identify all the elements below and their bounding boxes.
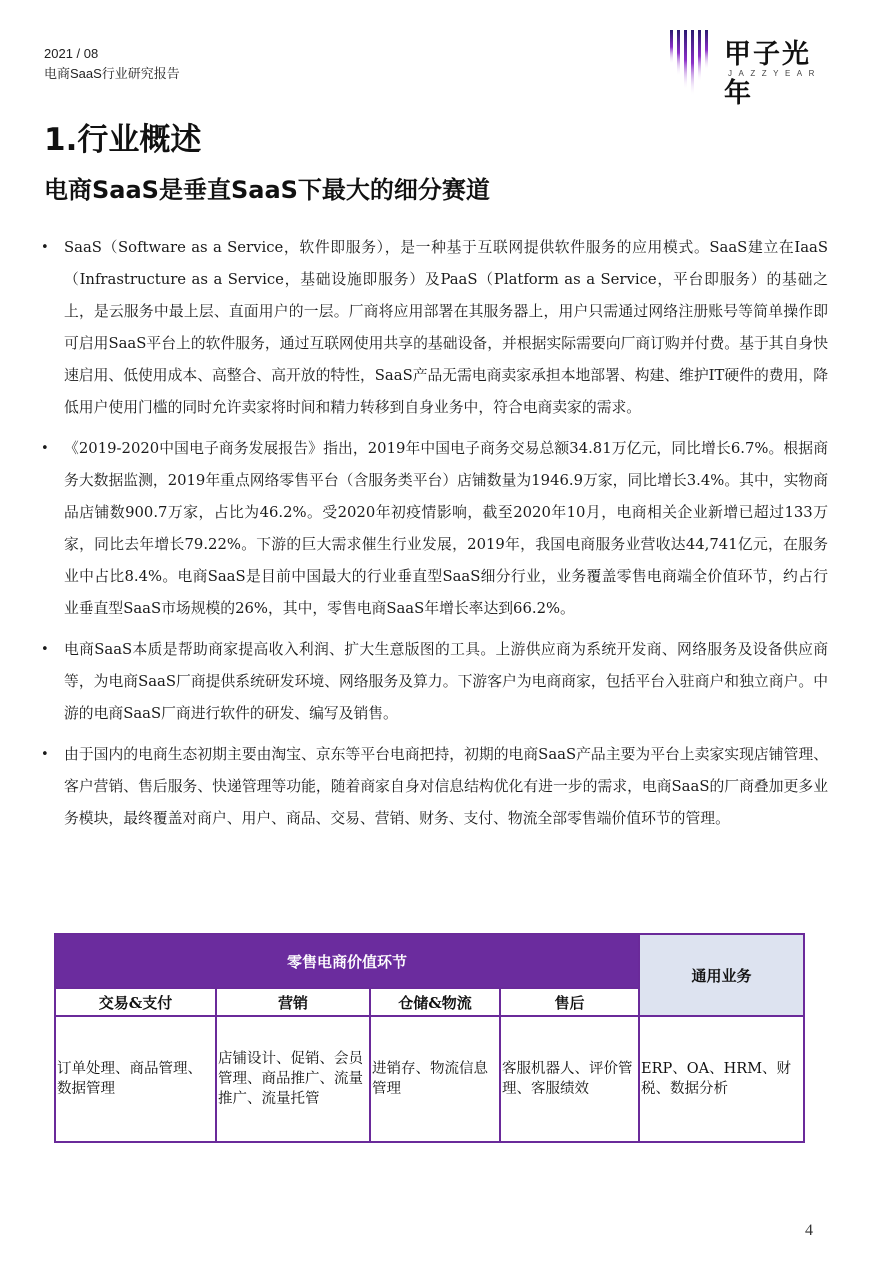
report-header — [44, 44, 180, 84]
table-subheader-marketing: 营销 — [216, 988, 370, 1016]
bullet-list — [38, 232, 828, 844]
page-number: 4 — [805, 1222, 813, 1239]
bullet-paragraph: • SaaS（Software as a Service，软件即服务），是一种基于互联网提供软件服务的应用模式。SaaS建立在IaaS（Infrastructure as a Service，基础设施即服务）及PaaS（Platform as a Service，平台即服务）的基础之上，是云服务中最上层、直面用户的一层。厂商将应用部署在其服务器上，用户只需通过网络注册账号等简单操作即可启用SaaS平台上的软件服务，通过互联网使用共享的基础设备，并根据实际需要向厂商订购并付费。基于其自身快速启用、低使用成本、高整合、高开放的特性，SaaS产品无需电商卖家承担本地部署、构建、维护IT硬件的费用，降低用户使用门槛的同时允许卖家将时间和精力转移到自身业务中，符合电商卖家的需求。 — [38, 232, 828, 424]
logo-bars-icon — [668, 28, 712, 96]
logo-english-name: JAZZYEAR — [728, 69, 821, 78]
table-cell-marketing: 店铺设计、促销、会员管理、商品推广、流量推广、流量托管 — [216, 1016, 370, 1142]
bullet-paragraph: • 《2019-2020中国电子商务发展报告》指出，2019年中国电子商务交易总额34.81万亿元，同比增长6.7%。根据商务大数据监测，2019年重点网络零售平台（含服务类平台）店铺数量为1946.9万家，同比增长3.4%。其中，实物商品店铺数900.7万家，占比为46.2%。受2020年初疫情影响，截至2020年10月，电商相关企业新增已超过133万家，同比去年增长79.22%。下游的巨大需求催生行业发展，2019年，我国电商服务业营收达44,741亿元，在服务业中占比8.4%。电商SaaS是目前中国最大的行业垂直型SaaS细分行业，业务覆盖零售电商端全价值环节，约占行业垂直型SaaS市场规模的26%，其中，零售电商SaaS年增长率达到66.2%。 — [38, 433, 828, 625]
table-general-header: 通用业务 — [639, 934, 804, 1016]
section-subtitle: 电商SaaS是垂直SaaS下最大的细分赛道 — [44, 176, 490, 204]
table-cell-trade: 订单处理、商品管理、数据管理 — [55, 1016, 216, 1142]
value-chain-table — [54, 933, 805, 1143]
table-subheader-logistics: 仓储&物流 — [370, 988, 500, 1016]
table-main-header: 零售电商价值环节 — [55, 934, 639, 988]
table-subheader-aftersales: 售后 — [500, 988, 639, 1016]
table-cell-logistics: 进销存、物流信息管理 — [370, 1016, 500, 1142]
section-title: 1.行业概述 — [44, 122, 202, 158]
report-date: 2021 / 08 — [44, 46, 99, 61]
logo-chinese-name: 甲子光年 — [724, 39, 811, 109]
report-title: 电商SaaS行业研究报告 — [44, 66, 180, 81]
bullet-paragraph: • 由于国内的电商生态初期主要由淘宝、京东等平台电商把持，初期的电商SaaS产品主要为平台上卖家实现店铺管理、客户营销、售后服务、快递管理等功能，随着商家自身对信息结构优化有进一步的需求，电商SaaS的厂商叠加更多业务模块，最终覆盖对商户、用户、商品、交易、营销、财务、支付、物流全部零售端价值环节的管理。 — [38, 739, 828, 835]
table-subheader-trade: 交易&支付 — [55, 988, 216, 1016]
table-cell-general: ERP、OA、HRM、财税、数据分析 — [639, 1016, 804, 1142]
jazzyear-logo — [668, 28, 838, 109]
table-cell-aftersales: 客服机器人、评价管理、客服绩效 — [500, 1016, 639, 1142]
bullet-paragraph: • 电商SaaS本质是帮助商家提高收入利润、扩大生意版图的工具。上游供应商为系统开发商、网络服务及设备供应商等，为电商SaaS厂商提供系统研发环境、网络服务及算力。下游客户为电商商家，包括平台入驻商户和独立商户。中游的电商SaaS厂商进行软件的研发、编写及销售。 — [38, 634, 828, 730]
